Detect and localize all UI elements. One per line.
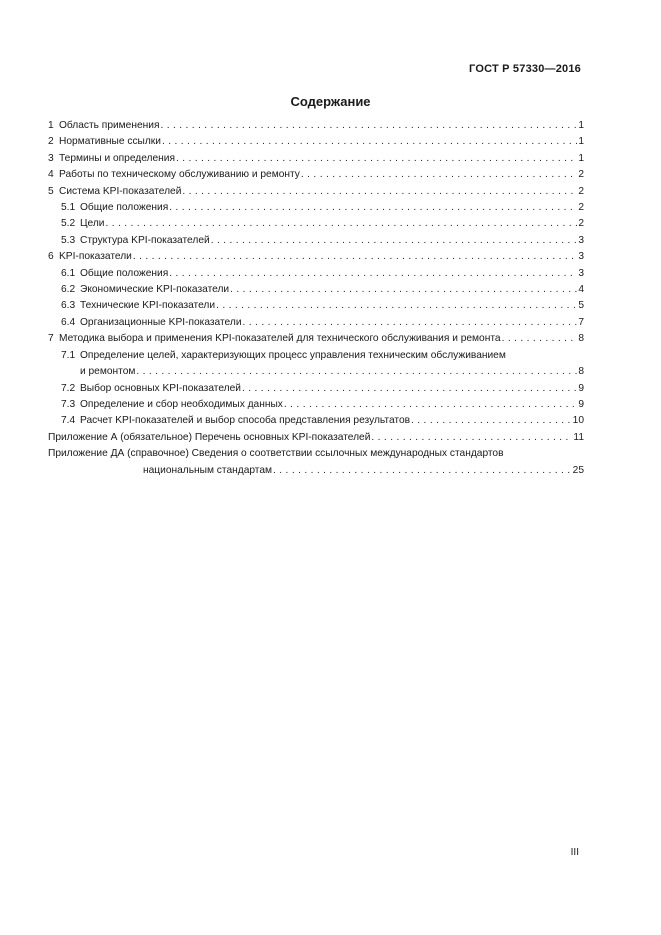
toc-entry-text: Система KPI-показателей	[59, 185, 182, 197]
toc-leader-dots	[284, 397, 577, 413]
toc-entry-text: Методика выбора и применения KPI-показателей для технического обслуживания и ремонта	[59, 333, 501, 345]
toc-entry-number: 4	[48, 169, 54, 181]
toc-entry-number: 7.2	[61, 382, 76, 394]
table-of-contents	[48, 118, 584, 479]
toc-entry-1[interactable]	[48, 118, 584, 134]
toc-entry-2[interactable]	[48, 134, 584, 150]
toc-entry-text: Экономические KPI-показатели	[80, 284, 230, 296]
toc-entry-text: Расчет KPI-показателей и выбор способа представления результатов	[80, 415, 411, 427]
toc-entry-text: Определение и сбор необходимых данных	[80, 398, 283, 410]
toc-leader-dots	[169, 200, 577, 216]
document-code: ГОСТ Р 57330—2016	[469, 63, 581, 75]
toc-entry-text-line1: Приложение ДА (справочное) Сведения о соответствии ссылочных международных стандартов	[48, 448, 504, 460]
toc-leader-dots	[243, 315, 578, 331]
toc-entry-number: 7.3	[61, 398, 76, 410]
toc-entry-appendix-da[interactable]	[48, 446, 584, 479]
toc-entry-page: 2	[578, 202, 584, 214]
toc-entry-6[interactable]	[48, 249, 584, 265]
toc-entry-page: 2	[578, 218, 584, 230]
toc-entry-3[interactable]	[48, 151, 584, 167]
toc-entry-page: 1	[578, 152, 584, 164]
toc-entry-4[interactable]	[48, 167, 584, 183]
toc-entry-number: 5.2	[61, 218, 76, 230]
toc-entry-number: 6.4	[61, 316, 76, 328]
toc-entry-number: 7	[48, 333, 54, 345]
toc-entry-text: Термины и определения	[59, 152, 175, 164]
toc-entry-5-3[interactable]	[48, 233, 584, 249]
toc-entry-number: 5	[48, 185, 54, 197]
toc-entry-page: 7	[578, 316, 584, 328]
toc-entry-page: 9	[578, 398, 584, 410]
toc-entry-page: 11	[573, 431, 584, 443]
toc-entry-page: 25	[572, 464, 584, 476]
toc-entry-5-1[interactable]	[48, 200, 584, 216]
toc-entry-number: 7.1	[61, 349, 76, 361]
toc-entry-7-4[interactable]	[48, 413, 584, 429]
toc-entry-appendix-a[interactable]	[48, 430, 584, 446]
toc-entry-page: 3	[578, 234, 584, 246]
toc-entry-text: Работы по техническому обслуживанию и ремонту	[59, 169, 300, 181]
toc-entry-page: 3	[578, 251, 584, 263]
toc-leader-dots	[160, 118, 577, 134]
toc-entry-number: 6.2	[61, 284, 76, 296]
toc-entry-text: Приложение А (обязательное) Перечень основных KPI-показателей	[48, 431, 371, 443]
toc-entry-text: Область применения	[59, 120, 160, 131]
toc-title: Содержание	[290, 94, 371, 109]
toc-entry-page: 3	[578, 267, 584, 279]
toc-leader-dots	[371, 430, 572, 446]
toc-entry-6-2[interactable]	[48, 282, 584, 298]
toc-entry-5[interactable]	[48, 184, 584, 200]
toc-leader-dots	[133, 249, 577, 265]
toc-entry-text: Нормативные ссылки	[59, 136, 161, 148]
toc-entry-page: 1	[578, 136, 584, 148]
toc-entry-number: 6.3	[61, 300, 76, 312]
toc-entry-page: 4	[578, 284, 584, 296]
toc-leader-dots	[106, 216, 578, 232]
toc-entry-number: 2	[48, 136, 54, 148]
toc-entry-6-1[interactable]	[48, 266, 584, 282]
toc-entry-text: Технические KPI-показатели	[80, 300, 216, 312]
toc-leader-dots	[230, 282, 577, 298]
toc-entry-page: 2	[578, 185, 584, 197]
toc-leader-dots	[176, 151, 577, 167]
toc-entry-page: 1	[578, 120, 584, 131]
toc-leader-dots	[216, 298, 577, 314]
toc-entry-6-4[interactable]	[48, 315, 584, 331]
toc-entry-text-line2: национальным стандартам	[143, 464, 273, 476]
toc-entry-number: 6	[48, 251, 54, 263]
toc-entry-page: 9	[578, 382, 584, 394]
toc-entry-7[interactable]	[48, 331, 584, 347]
toc-leader-dots	[301, 167, 577, 183]
toc-entry-text: Выбор основных KPI-показателей	[80, 382, 241, 394]
toc-entry-page: 8	[578, 333, 584, 345]
toc-entry-text-line2: и ремонтом	[80, 366, 136, 378]
toc-entry-page: 2	[578, 169, 584, 181]
toc-entry-number: 7.4	[61, 415, 76, 427]
toc-entry-5-2[interactable]	[48, 216, 584, 232]
page-number: III	[570, 847, 579, 858]
toc-leader-dots	[162, 134, 577, 150]
toc-entry-page: 5	[578, 300, 584, 312]
toc-leader-dots	[411, 413, 572, 429]
toc-entry-text: Общие положения	[80, 202, 169, 214]
toc-entry-number: 5.3	[61, 234, 76, 246]
toc-entry-text: Структура KPI-показателей	[80, 234, 210, 246]
toc-entry-7-1[interactable]	[48, 348, 584, 381]
toc-entry-text: Цели	[80, 218, 105, 230]
toc-entry-number: 5.1	[61, 202, 76, 214]
toc-leader-dots	[242, 381, 577, 397]
toc-entry-number: 6.1	[61, 267, 76, 279]
toc-entry-text: KPI-показатели	[59, 251, 132, 263]
toc-entry-page: 10	[572, 415, 584, 427]
toc-entry-number: 3	[48, 152, 54, 164]
toc-leader-dots	[211, 233, 578, 249]
toc-entry-text: Общие положения	[80, 267, 169, 279]
toc-leader-dots	[136, 364, 577, 380]
toc-leader-dots	[169, 266, 577, 282]
toc-leader-dots	[502, 331, 578, 347]
toc-entry-7-2[interactable]	[48, 381, 584, 397]
toc-entry-6-3[interactable]	[48, 298, 584, 314]
toc-leader-dots	[182, 184, 577, 200]
toc-leader-dots	[273, 463, 572, 479]
toc-entry-page: 8	[578, 366, 584, 378]
toc-entry-text: Организационные KPI-показатели	[80, 316, 242, 328]
toc-entry-number: 1	[48, 120, 54, 131]
toc-entry-7-3[interactable]	[48, 397, 584, 413]
toc-entry-text-line1: Определение целей, характеризующих процесс управления техническим обслуживанием	[80, 349, 506, 361]
